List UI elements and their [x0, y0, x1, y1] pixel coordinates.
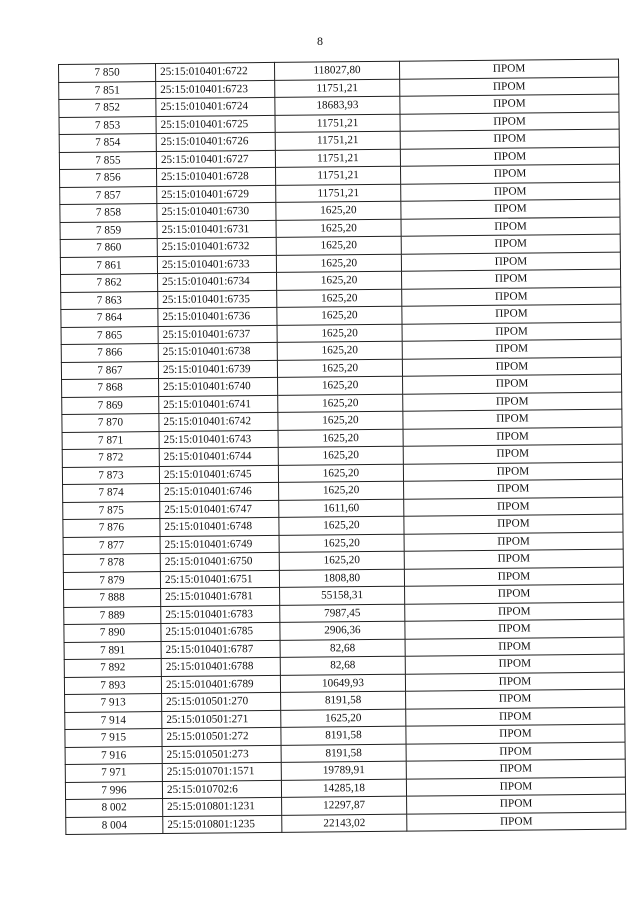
row-number-cell: 7 871: [62, 431, 159, 449]
row-number-cell: 8 004: [66, 816, 163, 834]
value-cell: 8191,58: [281, 726, 406, 745]
row-number-cell: 7 866: [61, 344, 158, 362]
row-number-cell: 7 867: [61, 361, 158, 379]
category-cell: ПРОМ: [400, 94, 619, 114]
cadastral-number-cell: 25:15:010401:6751: [160, 570, 279, 589]
category-cell: ПРОМ: [406, 777, 625, 797]
value-cell: 118027,80: [274, 61, 399, 80]
category-cell: ПРОМ: [400, 112, 619, 132]
category-cell: ПРОМ: [404, 549, 623, 569]
cadastral-number-cell: 25:15:010701:1571: [162, 762, 281, 781]
cadastral-number-cell: 25:15:010401:6733: [157, 255, 276, 274]
row-number-cell: 7 996: [65, 781, 162, 799]
cadastral-number-cell: 25:15:010702:6: [162, 780, 281, 799]
value-cell: 1625,20: [277, 271, 402, 290]
row-number-cell: 7 855: [59, 151, 156, 169]
row-number-cell: 7 913: [65, 694, 162, 712]
cadastral-number-cell: 25:15:010401:6785: [161, 622, 280, 641]
value-cell: 1625,20: [277, 289, 402, 308]
value-cell: 1625,20: [278, 429, 403, 448]
row-number-cell: 7 971: [65, 764, 162, 782]
value-cell: 18683,93: [275, 96, 400, 115]
category-cell: ПРОМ: [407, 812, 626, 832]
row-number-cell: 7 916: [65, 746, 162, 764]
category-cell: ПРОМ: [403, 374, 622, 394]
value-cell: 1625,20: [277, 324, 402, 343]
row-number-cell: 7 853: [59, 116, 156, 134]
row-number-cell: 7 875: [63, 501, 160, 519]
category-cell: ПРОМ: [401, 217, 620, 237]
category-cell: ПРОМ: [400, 164, 619, 184]
row-number-cell: 7 852: [59, 99, 156, 117]
cadastral-number-cell: 25:15:010801:1231: [163, 797, 282, 816]
value-cell: 1625,20: [279, 534, 404, 553]
row-number-cell: 7 869: [62, 396, 159, 414]
category-cell: ПРОМ: [403, 409, 622, 429]
row-number-cell: 7 876: [63, 519, 160, 537]
value-cell: 1625,20: [278, 446, 403, 465]
cadastral-number-cell: 25:15:010401:6728: [157, 167, 276, 186]
value-cell: 11751,21: [276, 184, 401, 203]
category-cell: ПРОМ: [404, 532, 623, 552]
value-cell: 1625,20: [276, 254, 401, 273]
row-number-cell: 7 858: [60, 204, 157, 222]
cadastral-number-cell: 25:15:010401:6727: [156, 150, 275, 169]
value-cell: 11751,21: [275, 131, 400, 150]
row-number-cell: 7 888: [64, 589, 161, 607]
cadastral-number-cell: 25:15:010401:6729: [157, 185, 276, 204]
cadastral-number-cell: 25:15:010501:272: [162, 727, 281, 746]
row-number-cell: 7 850: [59, 64, 156, 82]
value-cell: 10649,93: [280, 674, 405, 693]
category-cell: ПРОМ: [400, 77, 619, 97]
cadastral-number-cell: 25:15:010401:6731: [157, 220, 276, 239]
value-cell: 12297,87: [282, 796, 407, 815]
value-cell: 11751,21: [275, 114, 400, 133]
category-cell: ПРОМ: [405, 619, 624, 639]
row-number-cell: 7 874: [63, 484, 160, 502]
cadastral-number-cell: 25:15:010401:6750: [160, 552, 279, 571]
category-cell: ПРОМ: [402, 339, 621, 359]
row-number-cell: 7 862: [61, 274, 158, 292]
category-cell: ПРОМ: [407, 794, 626, 814]
value-cell: 8191,58: [281, 744, 406, 763]
value-cell: 1625,20: [279, 551, 404, 570]
cadastral-number-cell: 25:15:010501:271: [162, 710, 281, 729]
category-cell: ПРОМ: [404, 567, 623, 587]
cadastral-number-cell: 25:15:010401:6725: [156, 115, 275, 134]
category-cell: ПРОМ: [404, 514, 623, 534]
value-cell: 19789,91: [281, 761, 406, 780]
value-cell: 1625,20: [278, 464, 403, 483]
category-cell: ПРОМ: [406, 707, 625, 727]
row-number-cell: 7 914: [65, 711, 162, 729]
value-cell: 1625,20: [278, 411, 403, 430]
category-cell: ПРОМ: [404, 479, 623, 499]
value-cell: 55158,31: [280, 586, 405, 605]
value-cell: 7987,45: [280, 604, 405, 623]
table-body: [59, 59, 626, 834]
value-cell: 1625,20: [281, 709, 406, 728]
row-number-cell: 7 854: [59, 134, 156, 152]
cadastral-number-cell: 25:15:010501:273: [162, 745, 281, 764]
row-number-cell: 7 891: [64, 641, 161, 659]
category-cell: ПРОМ: [402, 269, 621, 289]
category-cell: ПРОМ: [401, 182, 620, 202]
row-number-cell: 7 857: [60, 186, 157, 204]
row-number-cell: 7 915: [65, 729, 162, 747]
value-cell: 14285,18: [281, 779, 406, 798]
row-number-cell: 7 859: [60, 221, 157, 239]
category-cell: ПРОМ: [406, 689, 625, 709]
value-cell: 1625,20: [279, 481, 404, 500]
value-cell: 1625,20: [276, 201, 401, 220]
row-number-cell: 8 002: [66, 799, 163, 817]
row-number-cell: 7 889: [64, 606, 161, 624]
row-number-cell: 7 870: [62, 414, 159, 432]
row-number-cell: 7 872: [62, 449, 159, 467]
cadastral-number-cell: 25:15:010401:6735: [158, 290, 277, 309]
row-number-cell: 7 868: [62, 379, 159, 397]
category-cell: ПРОМ: [404, 497, 623, 517]
category-cell: ПРОМ: [401, 199, 620, 219]
category-cell: ПРОМ: [400, 147, 619, 167]
category-cell: ПРОМ: [403, 462, 622, 482]
category-cell: ПРОМ: [399, 59, 618, 79]
category-cell: ПРОМ: [402, 357, 621, 377]
row-number-cell: 7 865: [61, 326, 158, 344]
cadastral-number-cell: 25:15:010401:6746: [160, 482, 279, 501]
row-number-cell: 7 878: [63, 554, 160, 572]
category-cell: ПРОМ: [402, 304, 621, 324]
category-cell: ПРОМ: [403, 427, 622, 447]
cadastral-number-cell: 25:15:010401:6747: [160, 500, 279, 519]
row-number-cell: 7 856: [60, 169, 157, 187]
cadastral-number-cell: 25:15:010401:6749: [160, 535, 279, 554]
value-cell: 2906,36: [280, 621, 405, 640]
cadastral-number-cell: 25:15:010401:6738: [158, 342, 277, 361]
category-cell: ПРОМ: [405, 584, 624, 604]
category-cell: ПРОМ: [401, 234, 620, 254]
cadastral-number-cell: 25:15:010401:6781: [161, 587, 280, 606]
cadastral-number-cell: 25:15:010401:6723: [156, 80, 275, 99]
category-cell: ПРОМ: [402, 322, 621, 342]
category-cell: ПРОМ: [405, 637, 624, 657]
category-cell: ПРОМ: [405, 602, 624, 622]
cadastral-number-cell: 25:15:010401:6745: [159, 465, 278, 484]
value-cell: 11751,21: [275, 149, 400, 168]
cadastral-number-cell: 25:15:010501:270: [162, 692, 281, 711]
value-cell: 1625,20: [276, 219, 401, 238]
row-number-cell: 7 864: [61, 309, 158, 327]
cadastral-table: [58, 59, 626, 835]
cadastral-number-cell: 25:15:010401:6737: [158, 325, 277, 344]
cadastral-number-cell: 25:15:010401:6783: [161, 605, 280, 624]
row-number-cell: 7 890: [64, 624, 161, 642]
row-number-cell: 7 873: [62, 466, 159, 484]
cadastral-number-cell: 25:15:010401:6722: [156, 62, 275, 81]
category-cell: ПРОМ: [402, 287, 621, 307]
cadastral-number-cell: 25:15:010401:6740: [159, 377, 278, 396]
value-cell: 1625,20: [277, 306, 402, 325]
cadastral-number-cell: 25:15:010401:6741: [159, 395, 278, 414]
value-cell: 1611,60: [279, 499, 404, 518]
value-cell: 8191,58: [281, 691, 406, 710]
value-cell: 1625,20: [277, 341, 402, 360]
cadastral-number-cell: 25:15:010401:6789: [161, 675, 280, 694]
document-table-container: [58, 59, 617, 835]
cadastral-number-cell: 25:15:010401:6742: [159, 412, 278, 431]
value-cell: 11751,21: [275, 79, 400, 98]
row-number-cell: 7 879: [63, 571, 160, 589]
row-number-cell: 7 893: [64, 676, 161, 694]
value-cell: 22143,02: [282, 814, 407, 833]
value-cell: 82,68: [280, 656, 405, 675]
row-number-cell: 7 877: [63, 536, 160, 554]
cadastral-number-cell: 25:15:010401:6724: [156, 97, 275, 116]
category-cell: ПРОМ: [403, 392, 622, 412]
category-cell: ПРОМ: [405, 672, 624, 692]
cadastral-number-cell: 25:15:010401:6743: [159, 430, 278, 449]
value-cell: 1625,20: [278, 376, 403, 395]
category-cell: ПРОМ: [401, 252, 620, 272]
category-cell: ПРОМ: [405, 654, 624, 674]
cadastral-number-cell: 25:15:010401:6748: [160, 517, 279, 536]
row-number-cell: 7 851: [59, 81, 156, 99]
cadastral-number-cell: 25:15:010401:6732: [157, 237, 276, 256]
cadastral-number-cell: 25:15:010401:6739: [158, 360, 277, 379]
value-cell: 1625,20: [278, 394, 403, 413]
row-number-cell: 7 863: [61, 291, 158, 309]
cadastral-number-cell: 25:15:010401:6726: [156, 132, 275, 151]
cadastral-number-cell: 25:15:010801:1235: [163, 815, 282, 834]
value-cell: 1625,20: [276, 236, 401, 255]
category-cell: ПРОМ: [406, 742, 625, 762]
cadastral-number-cell: 25:15:010401:6730: [157, 202, 276, 221]
category-cell: ПРОМ: [406, 724, 625, 744]
value-cell: 1625,20: [279, 516, 404, 535]
category-cell: ПРОМ: [406, 759, 625, 779]
cadastral-number-cell: 25:15:010401:6787: [161, 640, 280, 659]
category-cell: ПРОМ: [400, 129, 619, 149]
page-number: 8: [317, 34, 323, 48]
value-cell: 11751,21: [276, 166, 401, 185]
value-cell: 1625,20: [277, 359, 402, 378]
cadastral-number-cell: 25:15:010401:6734: [158, 272, 277, 291]
category-cell: ПРОМ: [403, 444, 622, 464]
row-number-cell: 7 892: [64, 659, 161, 677]
value-cell: 1808,80: [279, 569, 404, 588]
cadastral-number-cell: 25:15:010401:6744: [159, 447, 278, 466]
value-cell: 82,68: [280, 639, 405, 658]
cadastral-number-cell: 25:15:010401:6736: [158, 307, 277, 326]
row-number-cell: 7 861: [60, 256, 157, 274]
cadastral-number-cell: 25:15:010401:6788: [161, 657, 280, 676]
row-number-cell: 7 860: [60, 239, 157, 257]
